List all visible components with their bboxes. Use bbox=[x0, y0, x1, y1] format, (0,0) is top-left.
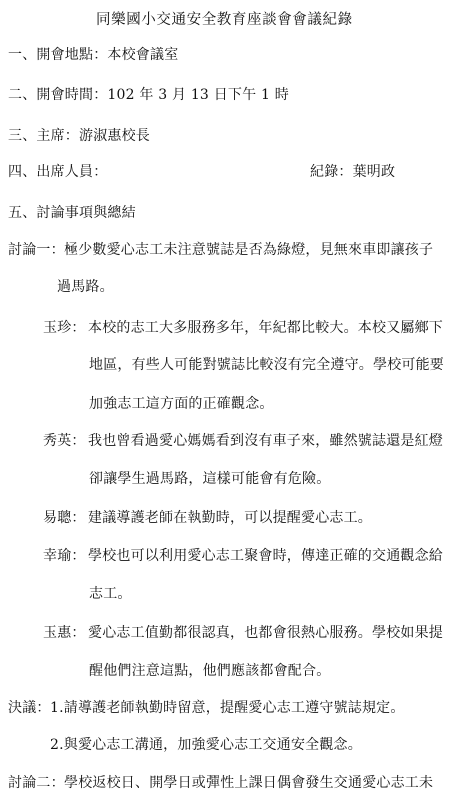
comment-line: 愛心志工值勤都很認真，也都會很熱心服務。學校如果提 bbox=[88, 625, 443, 641]
meeting-attendees: 四、出席人員： bbox=[8, 164, 108, 180]
comment-speaker: 易聰： bbox=[43, 510, 86, 526]
comment-line: 地區，有些人可能對號誌比較沒有完全遵守。學校可能要 bbox=[89, 357, 444, 373]
meeting-location: 一、開會地點：本校會議室 bbox=[8, 47, 179, 63]
comment-line: 醒他們注意這點，他們應該都會配合。 bbox=[89, 663, 331, 679]
comment-line: 本校的志工大多服務多年，年紀都比較大。本校又屬鄉下 bbox=[88, 320, 443, 336]
comment-line: 我也曾看過愛心媽媽看到沒有車子來，雖然號誌還是紅燈 bbox=[88, 433, 443, 449]
discussion-1-line: 過馬路。 bbox=[57, 279, 114, 295]
discussion-2-label: 討論二： bbox=[8, 775, 65, 791]
resolution-line: 2.與愛心志工溝通，加強愛心志工交通安全觀念。 bbox=[50, 737, 362, 753]
resolution-line: 1.請導護老師執勤時留意，提醒愛心志工遵守號誌規定。 bbox=[50, 700, 405, 716]
comment-line: 學校也可以利用愛心志工聚會時，傳達正確的交通觀念給 bbox=[88, 548, 443, 564]
discussion-heading: 五、討論事項與總結 bbox=[8, 205, 136, 221]
comment-speaker: 幸瑜： bbox=[43, 548, 86, 564]
meeting-recorder: 紀錄：葉明政 bbox=[310, 164, 396, 180]
meeting-time: 二、開會時間：102 年 3 月 13 日下午 1 時 bbox=[8, 87, 289, 103]
meeting-chair: 三、主席：游淑惠校長 bbox=[8, 128, 150, 144]
comment-line: 志工。 bbox=[89, 586, 132, 602]
comment-speaker: 秀英： bbox=[43, 433, 86, 449]
comment-line: 卻讓學生過馬路，這樣可能會有危險。 bbox=[89, 471, 331, 487]
comment-speaker: 玉珍： bbox=[43, 320, 86, 336]
discussion-2-line: 學校返校日、開學日或彈性上課日偶會發生交通愛心志工未 bbox=[64, 775, 434, 791]
resolution-label: 決議： bbox=[8, 700, 51, 716]
comment-line: 建議導護老師在執勤時，可以提醒愛心志工。 bbox=[88, 510, 372, 526]
comment-line: 加強志工這方面的正確觀念。 bbox=[89, 396, 274, 412]
comment-speaker: 玉惠： bbox=[43, 625, 86, 641]
document-title: 同樂國小交通安全教育座談會會議紀錄 bbox=[96, 12, 353, 28]
discussion-1-label: 討論一： bbox=[8, 242, 65, 258]
discussion-1-line: 極少數愛心志工未注意號誌是否為綠燈，見無來車即讓孩子 bbox=[64, 242, 434, 258]
